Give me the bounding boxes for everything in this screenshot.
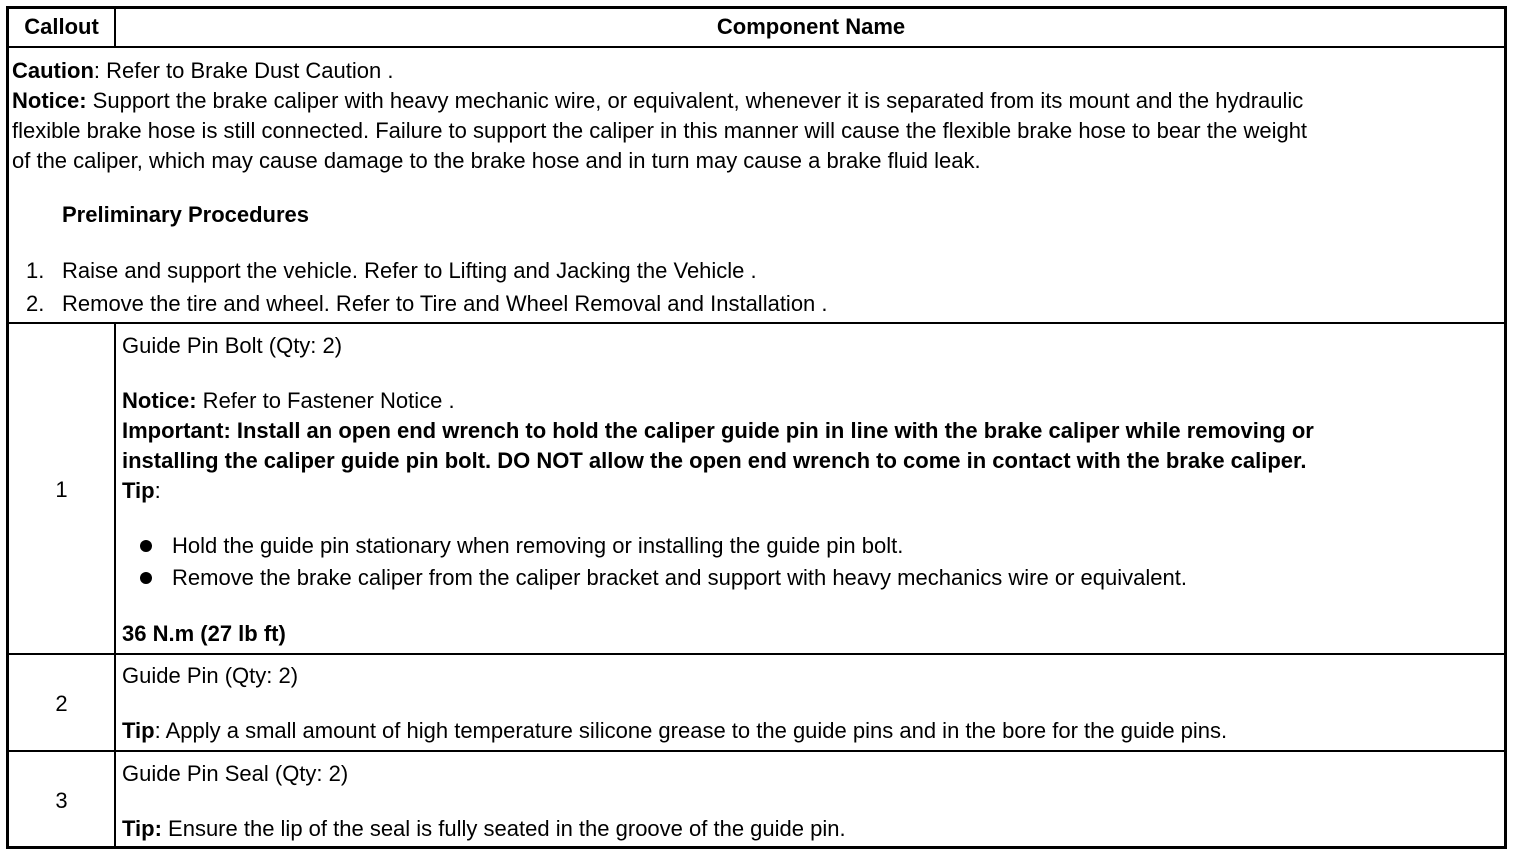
row-2-divider [8, 750, 1506, 752]
step-text-2: Remove the tire and wheel. Refer to Tire and Wheel Removal and Installation . [62, 291, 828, 316]
row-1-notice-text: Refer to Fastener Notice . [196, 388, 455, 413]
column-divider [114, 323, 116, 848]
row-1-important-1: Important: Install an open end wrench to hold the caliper guide pin in line with the brake caliper while removing or [122, 418, 1314, 443]
caution-label: Caution [12, 58, 94, 83]
row-3-name: Guide Pin Seal (Qty: 2) [122, 761, 349, 786]
header-callout: Callout [24, 14, 99, 39]
row-2-tip [122, 716, 1227, 746]
row-1-bullet-2: Remove the brake caliper from the caliper bracket and support with heavy mechanics wire or equivalent. [172, 565, 1187, 590]
step-number-2: 2. [26, 291, 45, 316]
caution-line [12, 56, 393, 86]
preamble-divider [8, 322, 1506, 324]
row-1-notice-label: Notice: [122, 388, 197, 413]
row-2-callout: 2 [55, 691, 68, 716]
preliminary-heading: Preliminary Procedures [62, 202, 310, 227]
step-number-1: 1. [26, 258, 45, 283]
bullet-icon [140, 540, 152, 552]
row-3-tip-text: Ensure the lip of the seal is fully seated in the groove of the guide pin. [161, 816, 846, 841]
row-3-tip-label: Tip: [122, 816, 162, 841]
row-3-callout: 3 [55, 788, 68, 813]
row-1-bullet-1: Hold the guide pin stationary when removing or installing the guide pin bolt. [172, 533, 904, 558]
notice-line-2: flexible brake hose is still connected. Failure to support the caliper in this manner will cause the flexible brake hose to bear the weight [12, 118, 1308, 143]
row-2-tip-text: : Apply a small amount of high temperature silicone grease to the guide pins and in the bore for the guide pins. [154, 718, 1228, 743]
row-3-tip [122, 814, 846, 844]
row-2-name: Guide Pin (Qty: 2) [122, 663, 299, 688]
step-text-1: Raise and support the vehicle. Refer to Lifting and Jacking the Vehicle . [62, 258, 757, 283]
notice-label: Notice: [12, 88, 87, 113]
row-1-tip-label: Tip [122, 478, 155, 503]
row-1-callout: 1 [55, 477, 68, 502]
row-1-torque: 36 N.m (27 lb ft) [122, 621, 286, 646]
notice-text-1: Support the brake caliper with heavy mechanic wire, or equivalent, whenever it is separated from its mount and the hydraulic [86, 88, 1304, 113]
header-component-name: Component Name [716, 14, 906, 39]
notice-line-3: of the caliper, which may cause damage to the brake hose and in turn may cause a brake fluid leak. [12, 148, 981, 173]
row-2-tip-label: Tip [122, 718, 155, 743]
row-1-important-2: installing the caliper guide pin bolt. DO NOT allow the open end wrench to come in contact with the brake caliper. [122, 448, 1307, 473]
header-divider [8, 46, 1506, 48]
notice-line-1 [12, 86, 1303, 116]
row-1-divider [8, 653, 1506, 655]
row-1-name: Guide Pin Bolt (Qty: 2) [122, 333, 343, 358]
row-1-tip-colon: : [154, 478, 161, 503]
bullet-icon [140, 572, 152, 584]
row-1-notice [122, 386, 455, 416]
caution-text: : Refer to Brake Dust Caution . [93, 58, 394, 83]
row-1-tip [122, 476, 161, 506]
